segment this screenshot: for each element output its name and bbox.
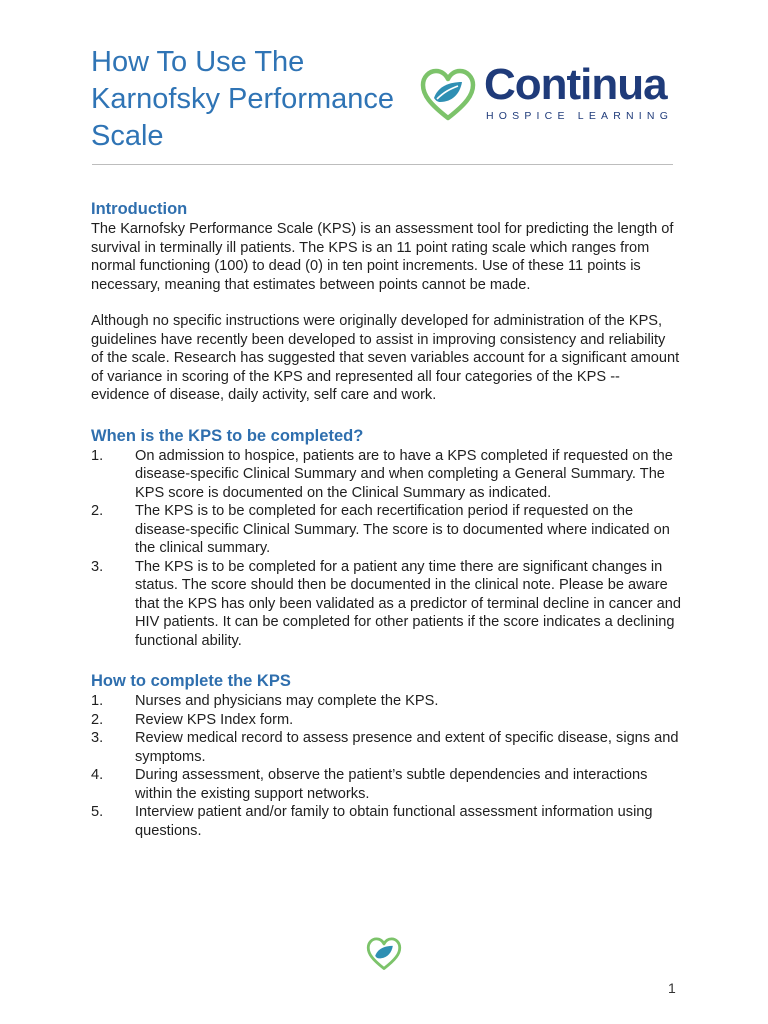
- logo-tagline: HOSPICE LEARNING: [486, 110, 674, 122]
- list-item: [91, 729, 681, 766]
- list-text: On admission to hospice, patients are to have a KPS completed if requested on the disease-specific Clinical Summary and when completing a General Summary. The KPS score is documented on the Clinical Summary as indicated.: [135, 447, 673, 501]
- intro-heading: Introduction: [91, 200, 188, 218]
- list-number: 5.: [91, 804, 104, 820]
- title-line-1: How To Use The: [91, 46, 305, 78]
- list-text: The KPS is to be completed for each recertification period if requested on the disease-specific Clinical Summary. The score is to documented where indicated on the clinical summary.: [135, 503, 670, 556]
- list-number: 4.: [91, 767, 104, 783]
- list-text: Interview patient and/or family to obtain functional assessment information using questions.: [135, 804, 653, 839]
- title-line-3: Scale: [91, 120, 164, 152]
- document-body: [91, 198, 681, 840]
- list-text: During assessment, observe the patient’s subtle dependencies and interactions within the existing support networks.: [135, 767, 648, 802]
- list-text: Nurses and physicians may complete the KPS.: [135, 693, 439, 709]
- list-item: [91, 502, 681, 558]
- when-list: [91, 447, 681, 651]
- how-heading: How to complete the KPS: [91, 672, 291, 690]
- how-list: [91, 692, 681, 840]
- heart-leaf-icon: [420, 68, 476, 122]
- list-number: 2.: [91, 503, 104, 519]
- page-number: 1: [668, 980, 676, 996]
- list-text: Review KPS Index form.: [135, 711, 294, 728]
- intro-paragraph-1: The Karnofsky Performance Scale (KPS) is an assessment tool for predicting the length of survival in terminally ill patients. The KPS is an 11 point rating scale which ranges from normal functioning (100) to dead (0) in ten point increments. Use of these 11 points is necessary, meaning that estimates between points cannot be made.: [91, 221, 674, 293]
- continua-logo: [420, 60, 685, 126]
- list-item: [91, 803, 681, 840]
- list-text: The KPS is to be completed for a patient any time there are significant changes in status. The score should then be documented in the clinical note. Please be aware that the KPS has only been validated as a predictor of terminal decline in cancer and HIV patients. It can be completed for other patients if the score indicates a declining functional ability.: [135, 558, 681, 649]
- list-number: 3.: [91, 558, 104, 575]
- intro-paragraph-2: Although no specific instructions were originally developed for administration of the KPS, guidelines have recently been developed to assist in improving consistency and reliability of the scale. Research has suggested that seven variables account for a significant amount of variance in scoring of the KPS and represented all four categories of the KPS -- evidence of disease, daily activity, self care and work.: [91, 313, 680, 403]
- list-item: [91, 766, 681, 803]
- list-text: Review medical record to assess presence and extent of specific disease, signs and symptoms.: [135, 730, 679, 765]
- header-divider: [92, 164, 673, 165]
- when-heading: When is the KPS to be completed?: [91, 426, 364, 445]
- logo-wordmark: Continua: [484, 60, 667, 109]
- list-number: 1.: [91, 693, 104, 709]
- list-number: 2.: [91, 711, 104, 728]
- list-item: [91, 558, 681, 651]
- list-item: [91, 692, 681, 711]
- list-number: 3.: [91, 730, 104, 746]
- title-line-2: Karnofsky Performance: [91, 83, 395, 115]
- list-item: [91, 711, 681, 730]
- footer-heart-icon: [366, 937, 402, 971]
- list-item: [91, 447, 681, 503]
- document-title: [91, 44, 421, 155]
- list-number: 1.: [91, 447, 104, 464]
